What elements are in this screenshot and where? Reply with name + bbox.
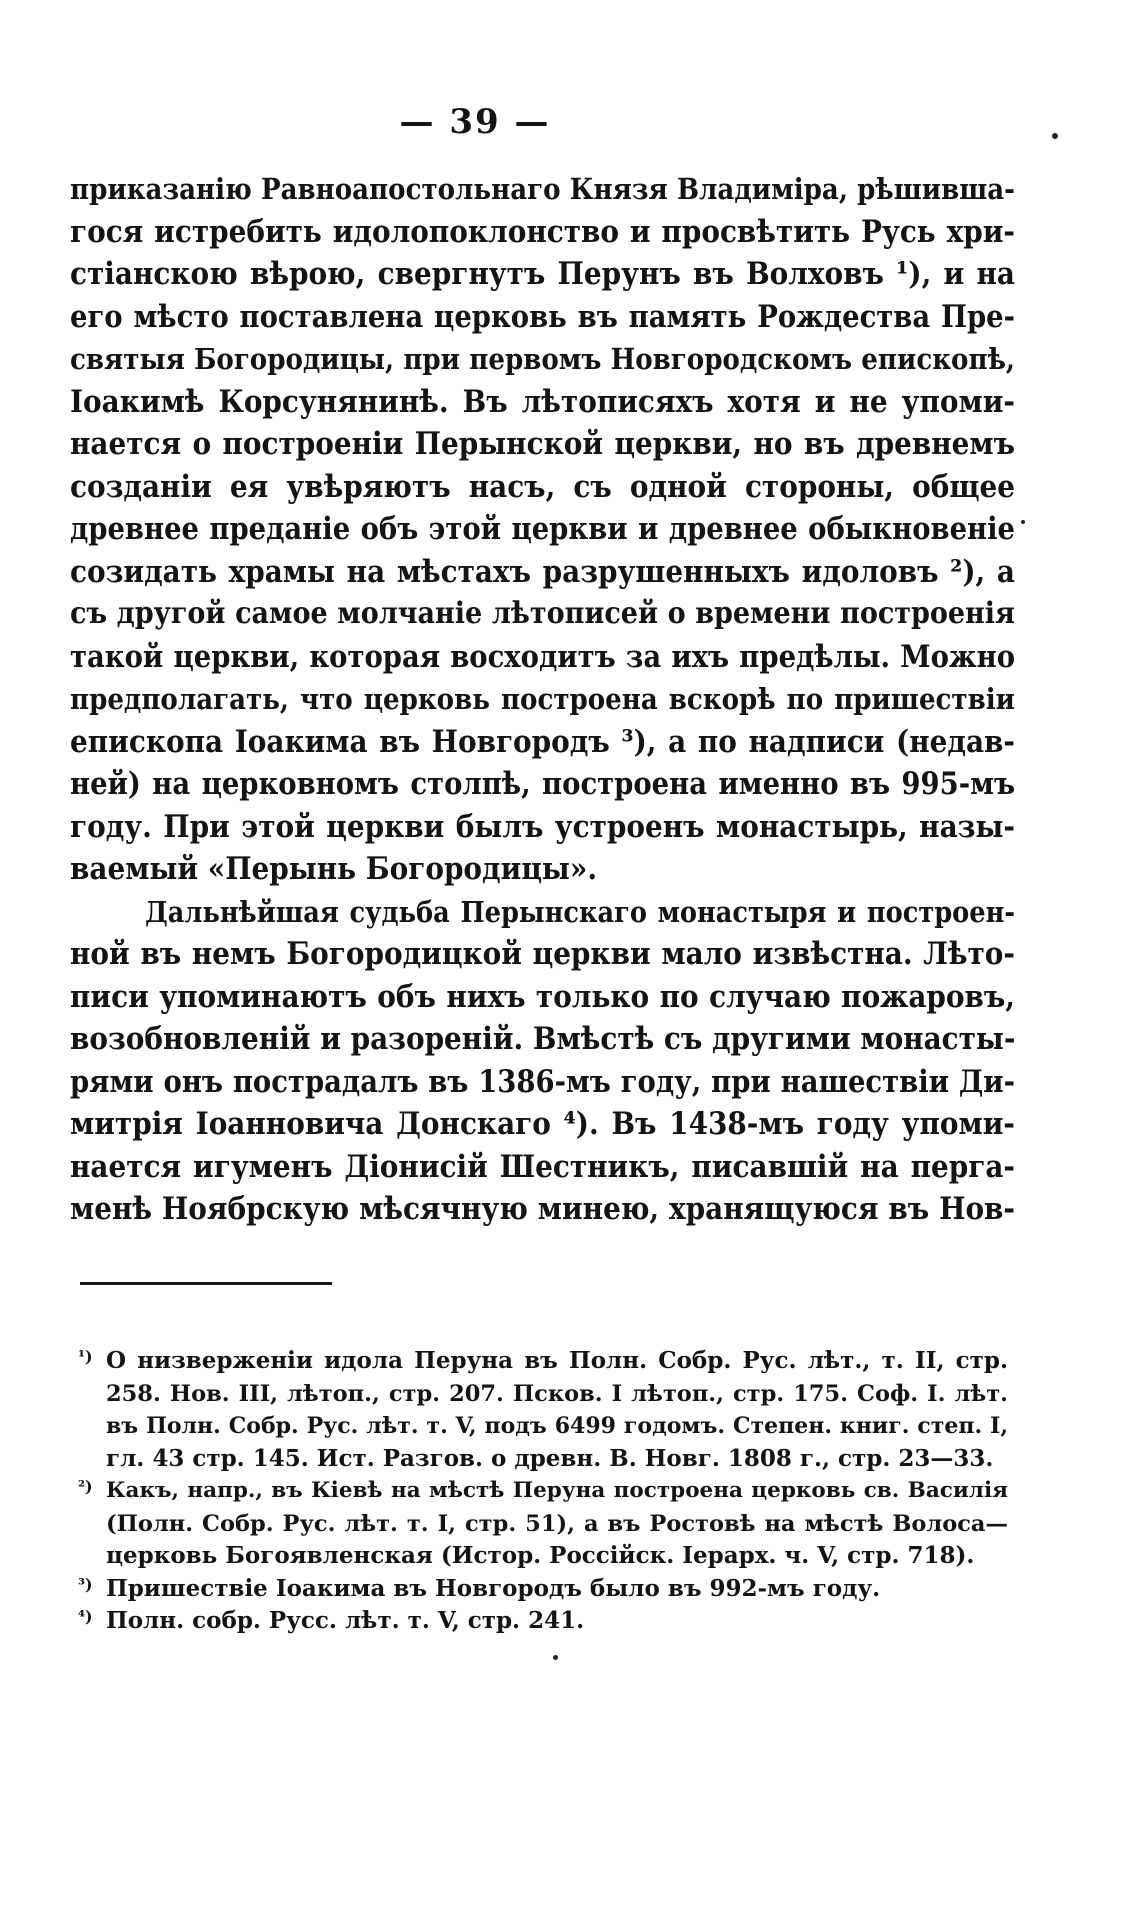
ink-speck	[1052, 133, 1058, 139]
text-line: стіанскою вѣрою, свергнутъ Перунъ въ Волховъ ¹), и на	[70, 256, 1015, 292]
text-line: епископа Іоакима въ Новгородъ ³), а по надписи (недав-	[70, 723, 1015, 760]
footnote-line	[78, 1345, 1008, 1378]
footnote-3	[78, 1573, 1008, 1606]
footnote-line: (Полн. Собр. Рус. лѣт. т. I, стр. 51), а въ Ростовѣ на мѣстѣ Волоса—	[106, 1510, 1008, 1537]
footnote-marker: ⁴)	[78, 1607, 93, 1626]
text-line: такой церкви, которая восходитъ за ихъ предѣлы. Можно	[70, 638, 1015, 675]
text-line: Дальнѣйшая судьба Перынскаго монастыря и построен-	[145, 894, 1015, 929]
text-line: его мѣсто поставлена церковь въ память Рождества Пре-	[70, 298, 1015, 335]
text-line: гося истребить идолопоклонство и просвѣтить Русь хри-	[70, 213, 1015, 250]
footnote-4	[78, 1605, 1008, 1638]
ink-speck	[553, 1655, 558, 1660]
text-line: созидать храмы на мѣстахъ разрушенныхъ идоловъ ²), а	[70, 553, 1015, 590]
text-line: святыя Богородицы, при первомъ Новгородскомъ епископѣ,	[70, 342, 1015, 376]
text-line: съ другой самое молчаніе лѣтописей о времени построенія	[70, 596, 1015, 631]
text-line: нается игуменъ Діонисій Шестникъ, писавшій на перга-	[70, 1148, 1015, 1185]
text-line: нается о построеніи Перынской церкви, но въ древнемъ	[70, 426, 1015, 462]
footnote-line: въ Полн. Собр. Рус. лѣт. т. V, подъ 6499 годомъ. Степен. книг. степ. I,	[106, 1413, 1008, 1439]
text-line: митрія Іоанновича Донскаго ⁴). Въ 1438-мъ году упоми-	[70, 1106, 1015, 1142]
footnote-text: Пришествіе Іоакима въ Новгородъ было въ 992-мъ году.	[106, 1574, 881, 1602]
main-text	[70, 168, 1015, 1231]
footnote-line	[78, 1475, 1008, 1508]
text-line: Іоакимѣ Корсунянинѣ. Въ лѣтописяхъ хотя и не упоми-	[70, 383, 1015, 420]
footnote-line: гл. 43 стр. 145. Ист. Разгов. о древн. В. Новг. 1808 г., стр. 23—33.	[106, 1444, 994, 1472]
footnote-marker: ¹)	[78, 1347, 93, 1366]
text-line: древнее преданіе объ этой церкви и древнее обыкновеніе	[70, 511, 1015, 547]
text-line: ваемый «Перынь Богородицы».	[70, 851, 598, 887]
text-line: ной въ немъ Богородицкой церкви мало извѣстна. Лѣто-	[70, 936, 1015, 972]
footnote-line: церковь Богоявленская (Истор. Россійск. Іерарх. ч. V, стр. 718).	[106, 1542, 975, 1569]
text-line: предполагать, что церковь построена вскорѣ по пришествіи	[70, 682, 1015, 716]
footnote-2	[78, 1475, 1008, 1573]
footnote-divider	[80, 1282, 332, 1285]
footnote-line: 258. Нов. III, лѣтоп., стр. 207. Псков. I лѣтоп., стр. 175. Соф. I. лѣт.	[106, 1380, 1008, 1407]
footnote-marker: ²)	[78, 1477, 93, 1496]
text-line: созданіи ея увѣряютъ насъ, съ одной стороны, общее	[70, 468, 1015, 505]
footnote-line	[78, 1605, 1008, 1638]
footnote-text: Полн. собр. Русс. лѣт. т. V, стр. 241.	[106, 1607, 585, 1634]
footnote-text: О низверженіи идола Перуна въ Полн. Собр. Рус. лѣт., т. II, стр.	[106, 1347, 1008, 1374]
footnotes	[78, 1345, 1008, 1638]
text-line: писи упоминаютъ объ нихъ только по случаю пожаровъ,	[70, 978, 1015, 1015]
text-line: возобновленій и разореній. Вмѣстѣ съ другими монасты-	[70, 1021, 1016, 1057]
text-line: году. При этой церкви былъ устроенъ монастырь, назы-	[70, 808, 1015, 845]
text-line: рями онъ пострадалъ въ 1386-мъ году, при нашествіи Ди-	[70, 1063, 1015, 1100]
footnote-text: Какъ, напр., въ Кіевѣ на мѣстѣ Перуна построена церковь св. Василія	[106, 1478, 1008, 1503]
ink-speck	[1021, 520, 1025, 524]
text-line: менѣ Ноябрскую мѣсячную минею, хранящуюся въ Нов-	[70, 1191, 1015, 1227]
text-line: приказанію Равноапостольнаго Князя Владиміра, рѣшивша-	[70, 172, 1015, 206]
footnote-line	[78, 1573, 1008, 1606]
footnote-marker: ³)	[78, 1574, 93, 1594]
text-line: ней) на церковномъ столпѣ, построена именно въ 995-мъ	[70, 766, 1015, 802]
footnote-1	[78, 1345, 1008, 1475]
page-number: — 39 —	[399, 102, 551, 142]
